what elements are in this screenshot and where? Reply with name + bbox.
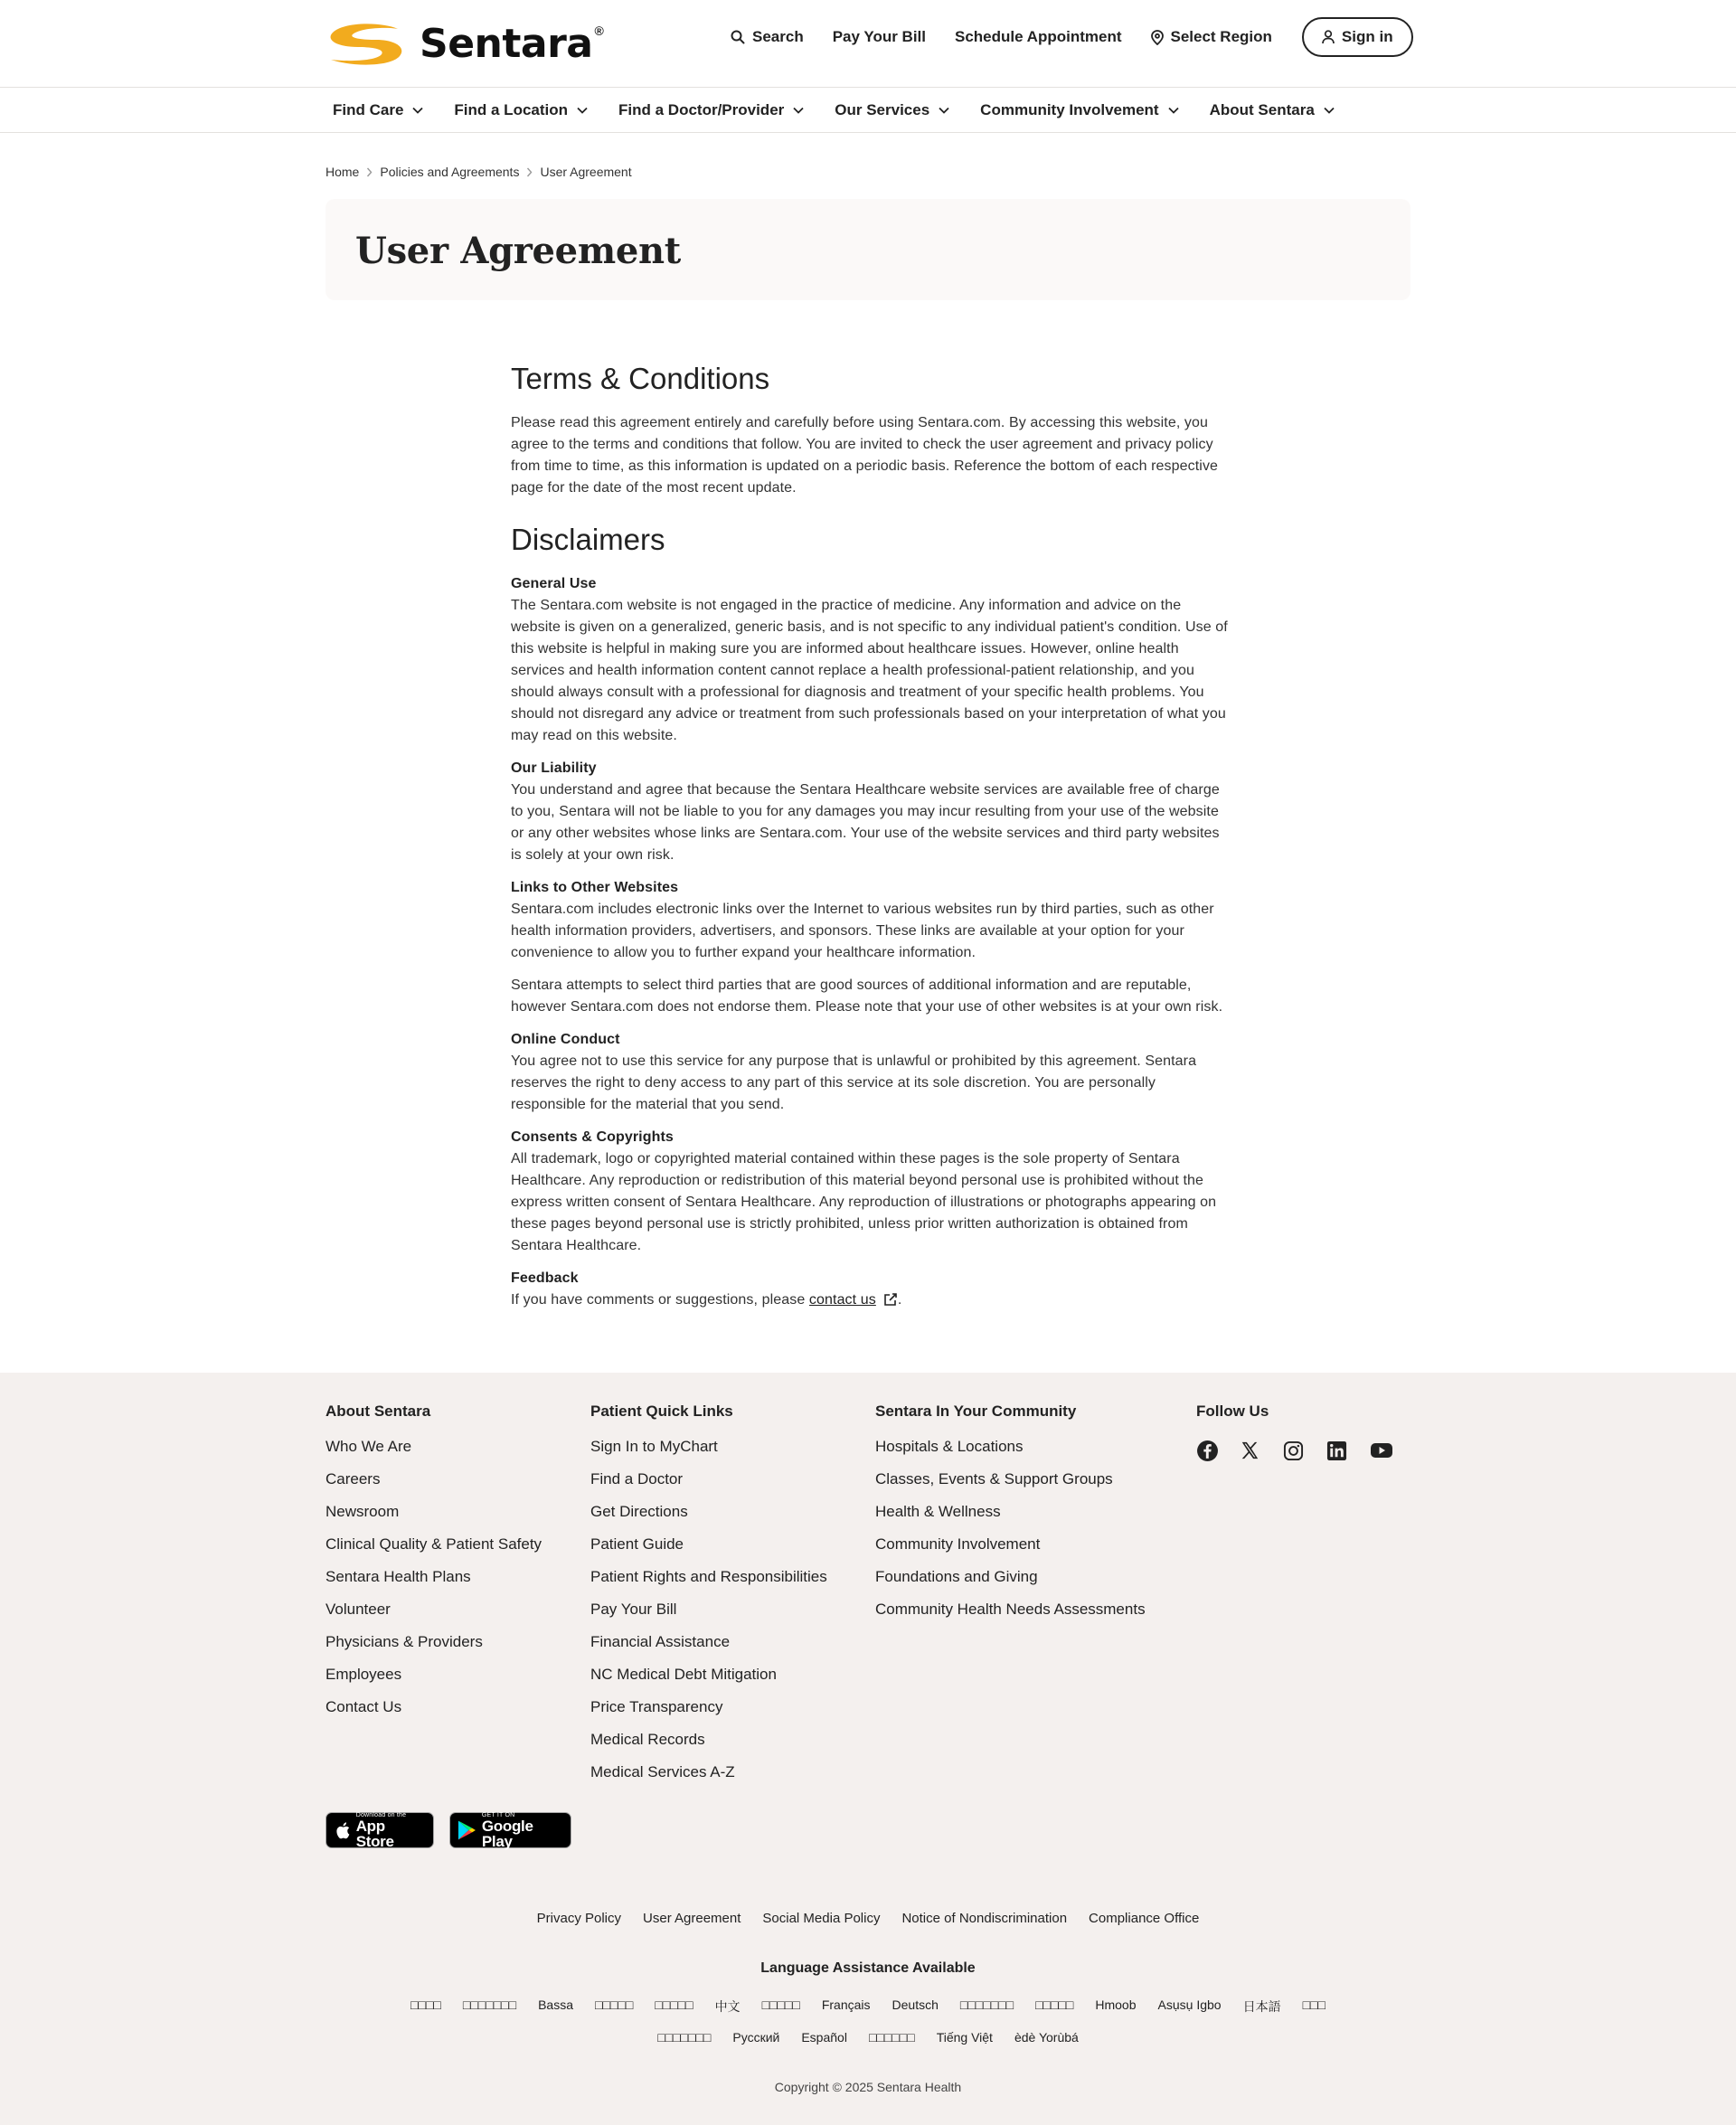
facebook-icon[interactable]	[1196, 1438, 1240, 1463]
sentara-logo[interactable]	[326, 20, 604, 67]
nav-label: Find a Location	[454, 101, 569, 118]
legal-link[interactable]: Notice of Nondiscrimination	[901, 1911, 1068, 1926]
feedback-body-pre: If you have comments or suggestions, please	[511, 1292, 809, 1308]
language-link[interactable]: □□□□□	[595, 1998, 634, 2012]
legal-link[interactable]: Privacy Policy	[536, 1911, 622, 1926]
language-link[interactable]: □□□□	[410, 1998, 441, 2012]
footer-link[interactable]: Clinical Quality & Patient Safety	[326, 1535, 542, 1553]
footer-link[interactable]: Newsroom	[326, 1503, 400, 1520]
conduct-body: You agree not to use this service for any purpose that is unlawful or prohibited by this agreement. Sentara reserves the right to deny access to any part of this service at its sole discretion. You are personally responsible for the material that you send.	[511, 1053, 1197, 1112]
footer-link[interactable]: Physicians & Providers	[326, 1633, 483, 1650]
footer-link[interactable]: Foundations and Giving	[875, 1568, 1038, 1585]
footer-link[interactable]: Contact Us	[326, 1698, 402, 1715]
app-store-badge[interactable]	[326, 1812, 434, 1848]
links-section-2	[511, 975, 1230, 1018]
footer-link[interactable]: NC Medical Debt Mitigation	[590, 1666, 777, 1683]
nav-find-location[interactable]	[447, 101, 595, 119]
legal-link[interactable]: Compliance Office	[1089, 1911, 1200, 1926]
footer-link[interactable]: Patient Guide	[590, 1535, 684, 1553]
nav-label: About Sentara	[1209, 101, 1315, 118]
nav-find-care[interactable]	[326, 101, 430, 119]
schedule-appointment-link[interactable]: Schedule Appointment	[955, 28, 1122, 45]
language-row-2	[0, 2030, 1736, 2045]
pay-bill-link[interactable]: Pay Your Bill	[832, 28, 926, 45]
google-play-small: GET IT ON	[481, 1811, 515, 1818]
utility-nav	[731, 18, 1413, 56]
footer-link[interactable]: Price Transparency	[590, 1698, 723, 1715]
legal-link[interactable]: User Agreement	[643, 1911, 741, 1926]
logo-registered-mark: ®	[594, 24, 604, 38]
feedback-section	[511, 1268, 1230, 1311]
consents-section	[511, 1127, 1230, 1257]
nav-our-services[interactable]	[827, 101, 957, 119]
language-link[interactable]: □□□□□□	[868, 2030, 915, 2045]
copyright: Copyright © 2025 Sentara Health	[774, 2080, 962, 2094]
footer-about-column	[326, 1402, 542, 1731]
conduct-section	[511, 1029, 1230, 1116]
footer-link[interactable]: Community Health Needs Assessments	[875, 1601, 1146, 1618]
language-link[interactable]: Tiếng Việt	[936, 2030, 993, 2045]
language-link[interactable]: Bassa	[538, 1998, 573, 2012]
language-link[interactable]: □□□	[1302, 1998, 1326, 2012]
sentara-swoosh-icon	[326, 20, 405, 67]
breadcrumb	[326, 165, 632, 179]
page-title-card	[326, 199, 1410, 300]
legal-links	[0, 1911, 1736, 1926]
linkedin-icon[interactable]	[1326, 1438, 1370, 1463]
x-icon[interactable]	[1240, 1438, 1283, 1463]
app-store-big: App Store	[355, 1817, 394, 1850]
footer-link[interactable]: Who We Are	[326, 1438, 412, 1455]
footer-link[interactable]: Careers	[326, 1470, 381, 1488]
language-link[interactable]: 中文	[714, 1999, 741, 2014]
footer-patient-heading: Patient Quick Links	[590, 1402, 733, 1420]
footer-about-heading: About Sentara	[326, 1402, 431, 1420]
links-body-2: Sentara attempts to select third parties that are good sources of additional information and are reputable, however Sentara.com does not endorse them. Please note that your use of other websites is at your own risk.	[511, 978, 1223, 1015]
footer-link[interactable]: Financial Assistance	[590, 1633, 731, 1650]
feedback-body-post: .	[897, 1292, 902, 1308]
sign-in-button[interactable]	[1302, 17, 1413, 57]
footer-link[interactable]: Medical Records	[590, 1731, 705, 1748]
footer-link[interactable]: Patient Rights and Responsibilities	[590, 1568, 827, 1585]
chevron-down-icon	[1168, 107, 1179, 114]
page-title: User Agreement	[355, 230, 681, 272]
social-links	[1196, 1438, 1413, 1463]
footer-link[interactable]: Find a Doctor	[590, 1470, 684, 1488]
liability-section	[511, 758, 1230, 866]
site-header	[0, 0, 1736, 88]
breadcrumb-home[interactable]: Home	[326, 165, 360, 179]
nav-label: Our Services	[835, 101, 930, 118]
youtube-icon[interactable]	[1370, 1438, 1413, 1463]
legal-link[interactable]: Social Media Policy	[762, 1911, 881, 1926]
language-assistance-heading: Language Assistance Available	[760, 1960, 976, 1976]
consents-title: Consents & Copyrights	[511, 1129, 674, 1145]
footer-patient-column	[590, 1402, 827, 1796]
footer-link[interactable]: Sentara Health Plans	[326, 1568, 471, 1585]
nav-about-sentara[interactable]	[1203, 101, 1342, 119]
google-play-icon	[458, 1819, 476, 1841]
liability-title: Our Liability	[511, 760, 597, 776]
contact-us-link[interactable]: contact us	[808, 1292, 876, 1308]
language-link[interactable]: Français	[821, 1998, 871, 2012]
google-play-big: Google Play	[481, 1817, 533, 1850]
footer-follow-heading: Follow Us	[1196, 1402, 1269, 1420]
chevron-right-icon	[526, 167, 533, 177]
consents-body: All trademark, logo or copyrighted material contained within these pages is the sole property of Sentara Healthcare. Any reproduction or redistribution of this material beyond personal use is prohibited without the express written consent of Sentara Healthcare. Any reproduction of illustrations or photographs appearing on these pages beyond personal use is strictly prohibited, unless prior written authorization is obtained from Sentara Healthcare.	[511, 1151, 1217, 1253]
language-link[interactable]: □□□□□□□	[462, 1998, 517, 2012]
language-link[interactable]: □□□□□	[655, 1998, 693, 2012]
breadcrumb-policies[interactable]: Policies and Agreements	[380, 165, 520, 179]
language-link[interactable]: □□□□□	[1035, 1998, 1074, 2012]
nav-community-involvement[interactable]	[973, 101, 1185, 119]
links-title: Links to Other Websites	[511, 880, 679, 895]
disclaimers-heading: Disclaimers	[511, 523, 665, 556]
terms-heading: Terms & Conditions	[511, 362, 770, 395]
feedback-title: Feedback	[511, 1270, 579, 1286]
footer-link[interactable]: Employees	[326, 1666, 402, 1683]
general-use-section	[511, 573, 1230, 747]
select-region-button[interactable]	[1151, 28, 1272, 46]
instagram-icon[interactable]	[1283, 1438, 1326, 1463]
location-pin-icon	[1151, 30, 1164, 45]
language-link[interactable]: 日本語	[1242, 1999, 1281, 2014]
sign-in-label: Sign in	[1341, 28, 1393, 45]
search-button[interactable]	[731, 28, 804, 46]
footer-link[interactable]: Hospitals & Locations	[875, 1438, 1024, 1455]
chevron-down-icon	[1324, 107, 1335, 114]
apple-icon	[334, 1820, 351, 1840]
language-row-1	[0, 1998, 1736, 2016]
liability-body: You understand and agree that because the Sentara Healthcare website services are available free of charge to you, Sentara will not be liable to you for any damages you may incur resulting from your use of the website or any other websites whose links are Sentara.com. Your use of the website services and third party websites is solely at your own risk.	[511, 782, 1220, 863]
language-link[interactable]: èdè Yorùbá	[1014, 2030, 1079, 2045]
nav-label: Find Care	[333, 101, 404, 118]
logo-wordmark: Sentara	[420, 20, 593, 67]
user-icon	[1322, 30, 1335, 44]
language-link[interactable]: Русский	[732, 2030, 780, 2045]
links-section	[511, 877, 1230, 964]
footer-link[interactable]: Volunteer	[326, 1601, 391, 1618]
chevron-down-icon	[412, 107, 423, 114]
main-navigation	[0, 88, 1736, 133]
footer-link[interactable]: Classes, Events & Support Groups	[875, 1470, 1113, 1488]
app-store-small: Download on the	[355, 1811, 407, 1818]
search-icon	[731, 30, 745, 44]
nav-find-doctor[interactable]	[611, 101, 811, 119]
select-region-label: Select Region	[1170, 28, 1272, 45]
google-play-badge[interactable]	[449, 1812, 571, 1848]
footer-follow-column	[1196, 1402, 1413, 1463]
app-badges	[326, 1812, 571, 1848]
search-label: Search	[752, 28, 804, 45]
nav-label: Community Involvement	[980, 101, 1159, 118]
footer-link[interactable]: Sign In to MyChart	[590, 1438, 718, 1455]
footer-community-heading: Sentara In Your Community	[875, 1402, 1077, 1420]
nav-label: Find a Doctor/Provider	[618, 101, 785, 118]
footer-link[interactable]: Health & Wellness	[875, 1503, 1001, 1520]
footer-community-column	[875, 1402, 1146, 1633]
breadcrumb-current: User Agreement	[540, 165, 632, 179]
terms-paragraph: Please read this agreement entirely and carefully before using Sentara.com. By accessing this website, you agree to the terms and conditions that follow. You are invited to check the user agreement and privacy policy from time to time, as this information is updated on a periodic basis. Reference the bottom of each respective page for the date of the most recent update.	[511, 415, 1219, 496]
language-link[interactable]: Deutsch	[892, 1998, 939, 2012]
footer-link[interactable]: Community Involvement	[875, 1535, 1041, 1553]
external-link-icon	[883, 1292, 898, 1307]
general-use-body: The Sentara.com website is not engaged in the practice of medicine. Any information and advice on the website is given on a generalized, generic basis, and is not specific to any individual patient's condition. Use of this website is helpful in making sure you are informed about healthcare issues. However, online health services and health information content cannot replace a health professional-patient relationship, and you should always consult with a professional for diagnosis and treatment of your specific health problems. You should not disregard any advice or treatment from such professionals based on your interpretation of what you may read on this website.	[511, 598, 1228, 743]
language-link[interactable]: □□□□□□□	[959, 1998, 1014, 2012]
language-link[interactable]: □□□□□□□	[657, 2030, 712, 2045]
chevron-right-icon	[366, 167, 373, 177]
language-link[interactable]: Español	[801, 2030, 847, 2045]
general-use-title: General Use	[511, 576, 597, 591]
language-link[interactable]: Asụsụ Igbo	[1157, 1998, 1222, 2012]
chevron-down-icon	[939, 107, 949, 114]
chevron-down-icon	[793, 107, 804, 114]
language-link[interactable]: Hmoob	[1095, 1998, 1137, 2012]
footer-link[interactable]: Get Directions	[590, 1503, 688, 1520]
chevron-down-icon	[577, 107, 588, 114]
language-link[interactable]: □□□□□	[761, 1998, 800, 2012]
footer-link[interactable]: Medical Services A-Z	[590, 1763, 735, 1780]
links-body: Sentara.com includes electronic links over the Internet to various websites run by third parties, such as other health information providers, advertisers, and sponsors. These links are available at your option for your convenience to allow you to further expand your healthcare information.	[511, 902, 1214, 960]
conduct-title: Online Conduct	[511, 1032, 620, 1047]
agreement-content	[511, 362, 1230, 1322]
footer-link[interactable]: Pay Your Bill	[590, 1601, 677, 1618]
